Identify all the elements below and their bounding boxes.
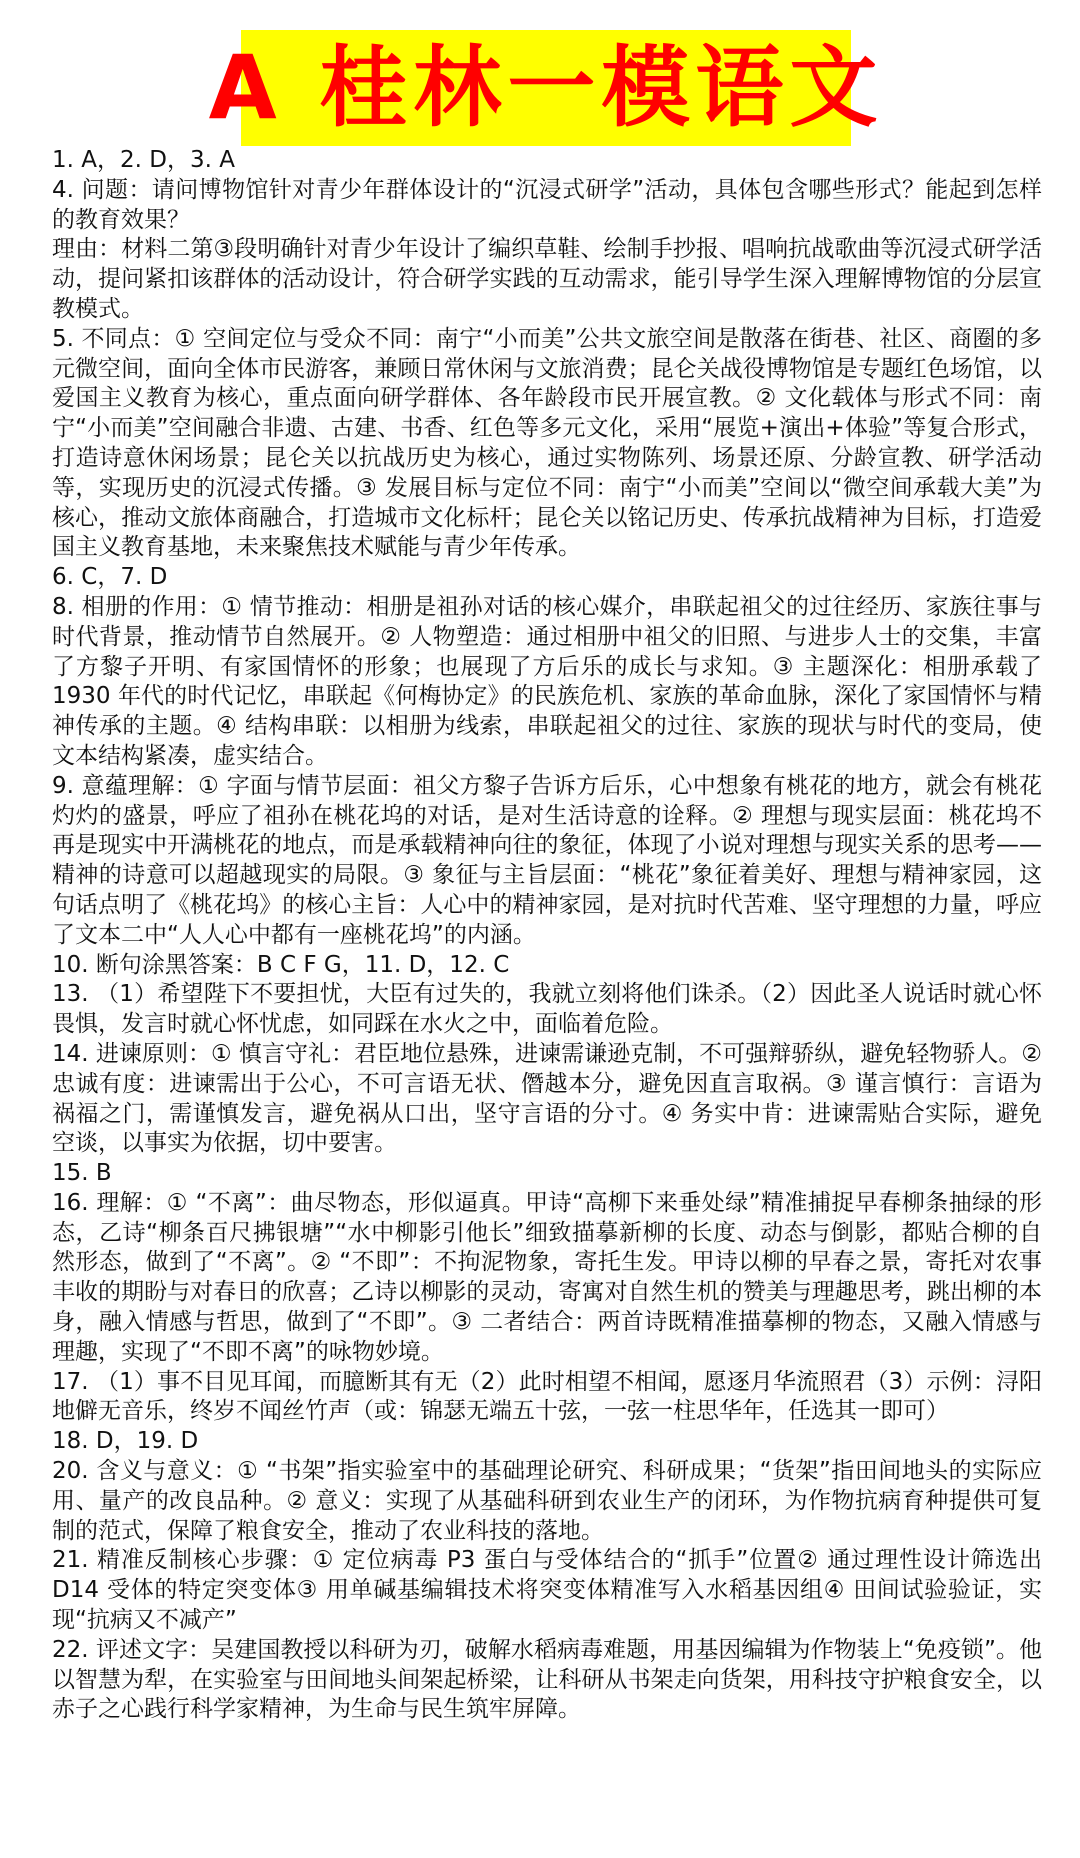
answer-item: 1. A，2. D，3. A — [52, 147, 235, 173]
answer-item: 20. 含义与意义：① “书架”指实验室中的基础理论研究、科研成果；“货架”指田间地头的实际应用、量产的改良品种。② 意义：实现了从基础科研到农业生产的闭环，为作物抗病育种提供可复制的范式，保障了粮食安全，推动了农业科技的落地。 — [52, 1458, 1042, 1544]
answer-item: 18. D，19. D — [52, 1428, 199, 1455]
answer-item: 22. 评述文字：吴建国教授以科研为刃，破解水稻病毒难题，用基因编辑为作物装上“免疫锁”。他以智慧为犁，在实验室与田间地头间架起桥梁，让科研从书架走向货架，用科技守护粮食安全，以赤子之心践行科学家精神，为生命与民生筑牢屏障。 — [52, 1636, 1042, 1723]
answer-item: 15. B — [52, 1160, 112, 1187]
page-title: A 桂林一模语文 — [208, 36, 884, 139]
answer-item: 16. 理解：① “不离”：曲尽物态，形似逼真。甲诗“高柳下来垂处绿”精准捕捉早春柳条抽绿的形态，乙诗“柳条百尺拂银塘”“水中柳影引他长”细致描摹新柳的长度、动态与倒影，都贴合柳的自然形态，做到了“不离”。② “不即”：不拘泥物象，寄托生发。甲诗以柳的早春之景，寄托对农事丰收的期盼与对春日的欣喜；乙诗以柳影的灵动，寄寓对自然生机的赞美与理趣思考，跳出柳的本身，融入情感与哲思，做到了“不即”。③ 二者结合：两首诗既精准描摹柳的物态，又融入情感与理趣，实现了“不即不离”的咏物妙境。 — [52, 1189, 1042, 1365]
answer-item: 17. （1）事不目见耳闻，而臆断其有无（2）此时相望不相闻，愿逐月华流照君（3）示例：浔阳地僻无音乐，终岁不闻丝竹声（或：锦瑟无端五十弦，一弦一柱思华年，任选其一即可） — [52, 1368, 1042, 1425]
answer-item: 8. 相册的作用：① 情节推动：相册是祖孙对话的核心媒介，串联起祖父的过往经历、家族往事与时代背景，推动情节自然展开。② 人物塑造：通过相册中祖父的旧照、与进步人士的交集，丰富了方黎子开明、有家国情怀的形象；也展现了方后乐的成长与求知。③ 主题深化：相册承载了 1930 年代的时代记忆，串联起《何梅协定》的民族危机、家族的革命血脉，深化了家国情怀与精神传承的主题。④ 结构串联：以相册为线索，串联起祖父的过往、家族的现状与时代的变局，使文本结构紧凑，虚实结合。 — [52, 593, 1042, 769]
answer-item: 理由：材料二第③段明确针对青少年设计了编织草鞋、绘制手抄报、唱响抗战歌曲等沉浸式研学活动，提问紧扣该群体的活动设计，符合研学实践的互动需求，能引导学生深入理解博物馆的分层宣教模式。 — [52, 236, 1042, 322]
answer-list — [52, 146, 1042, 1725]
answer-item: 6. C，7. D — [52, 564, 168, 591]
answer-item: 14. 进谏原则：① 慎言守礼：君臣地位悬殊，进谏需谦逊克制，不可强辩骄纵，避免轻物骄人。② 忠诚有度：进谏需出于公心，不可言语无状、僭越本分，避免因直言取祸。③ 谨言慎行：言语为祸福之门，需谨慎发言，避免祸从口出，坚守言语的分寸。④ 务实中肯：进谏需贴合实际，避免空谈，以事实为依据，切中要害。 — [52, 1040, 1042, 1157]
answer-item: 4. 问题：请问博物馆针对青少年群体设计的“沉浸式研学”活动，具体包含哪些形式？能起到怎样的教育效果？ — [52, 176, 1042, 233]
answer-item: 13. （1）希望陛下不要担忧，大臣有过失的，我就立刻将他们诛杀。（2）因此圣人说话时就心怀畏惧，发言时就心怀忧虑，如同踩在水火之中，面临着危险。 — [52, 981, 1042, 1038]
answer-item: 10. 断句涂黑答案：B C F G，11. D，12. C — [52, 951, 510, 978]
answer-item: 5. 不同点：① 空间定位与受众不同：南宁“小而美”公共文旅空间是散落在街巷、社区、商圈的多元微空间，面向全体市民游客，兼顾日常休闲与文旅消费；昆仑关战役博物馆是专题红色场馆，以爱国主义教育为核心，重点面向研学群体、各年龄段市民开展宣教。② 文化载体与形式不同：南宁“小而美”空间融合非遗、古建、书香、红色等多元文化，采用“展览+演出+体验”等复合形式，打造诗意休闲场景；昆仑关以抗战历史为核心，通过实物陈列、场景还原、分龄宣教、研学活动等，实现历史的沉浸式传播。③ 发展目标与定位不同：南宁“小而美”空间以“微空间承载大美”为核心，推动文旅体商融合，打造城市文化标杆；昆仑关以铭记历史、传承抗战精神为目标，打造爱国主义教育基地，未来聚焦技术赋能与青少年传承。 — [52, 325, 1042, 561]
answer-item: 9. 意蕴理解：① 字面与情节层面：祖父方黎子告诉方后乐，心中想象有桃花的地方，就会有桃花灼灼的盛景，呼应了祖孙在桃花坞的对话，是对生活诗意的诠释。② 理想与现实层面：桃花坞不再是现实中开满桃花的地点，而是承载精神向往的象征，体现了小说对理想与现实关系的思考——精神的诗意可以超越现实的局限。③ 象征与主旨层面：“桃花”象征着美好、理想与精神家园，这句话点明了《桃花坞》的核心主旨：人心中的精神家园，是对抗时代苦难、坚守理想的力量，呼应了文本二中“人人心中都有一座桃花坞”的内涵。 — [52, 772, 1042, 948]
title-banner — [208, 30, 884, 146]
answer-item: 21. 精准反制核心步骤：① 定位病毒 P3 蛋白与受体结合的“抓手”位置② 通过理性设计筛选出 D14 受体的特定突变体③ 用单碱基编辑技术将突变体精准写入水稻基因组④ 田间试验验证，实现“抗病又不减产” — [52, 1547, 1042, 1634]
